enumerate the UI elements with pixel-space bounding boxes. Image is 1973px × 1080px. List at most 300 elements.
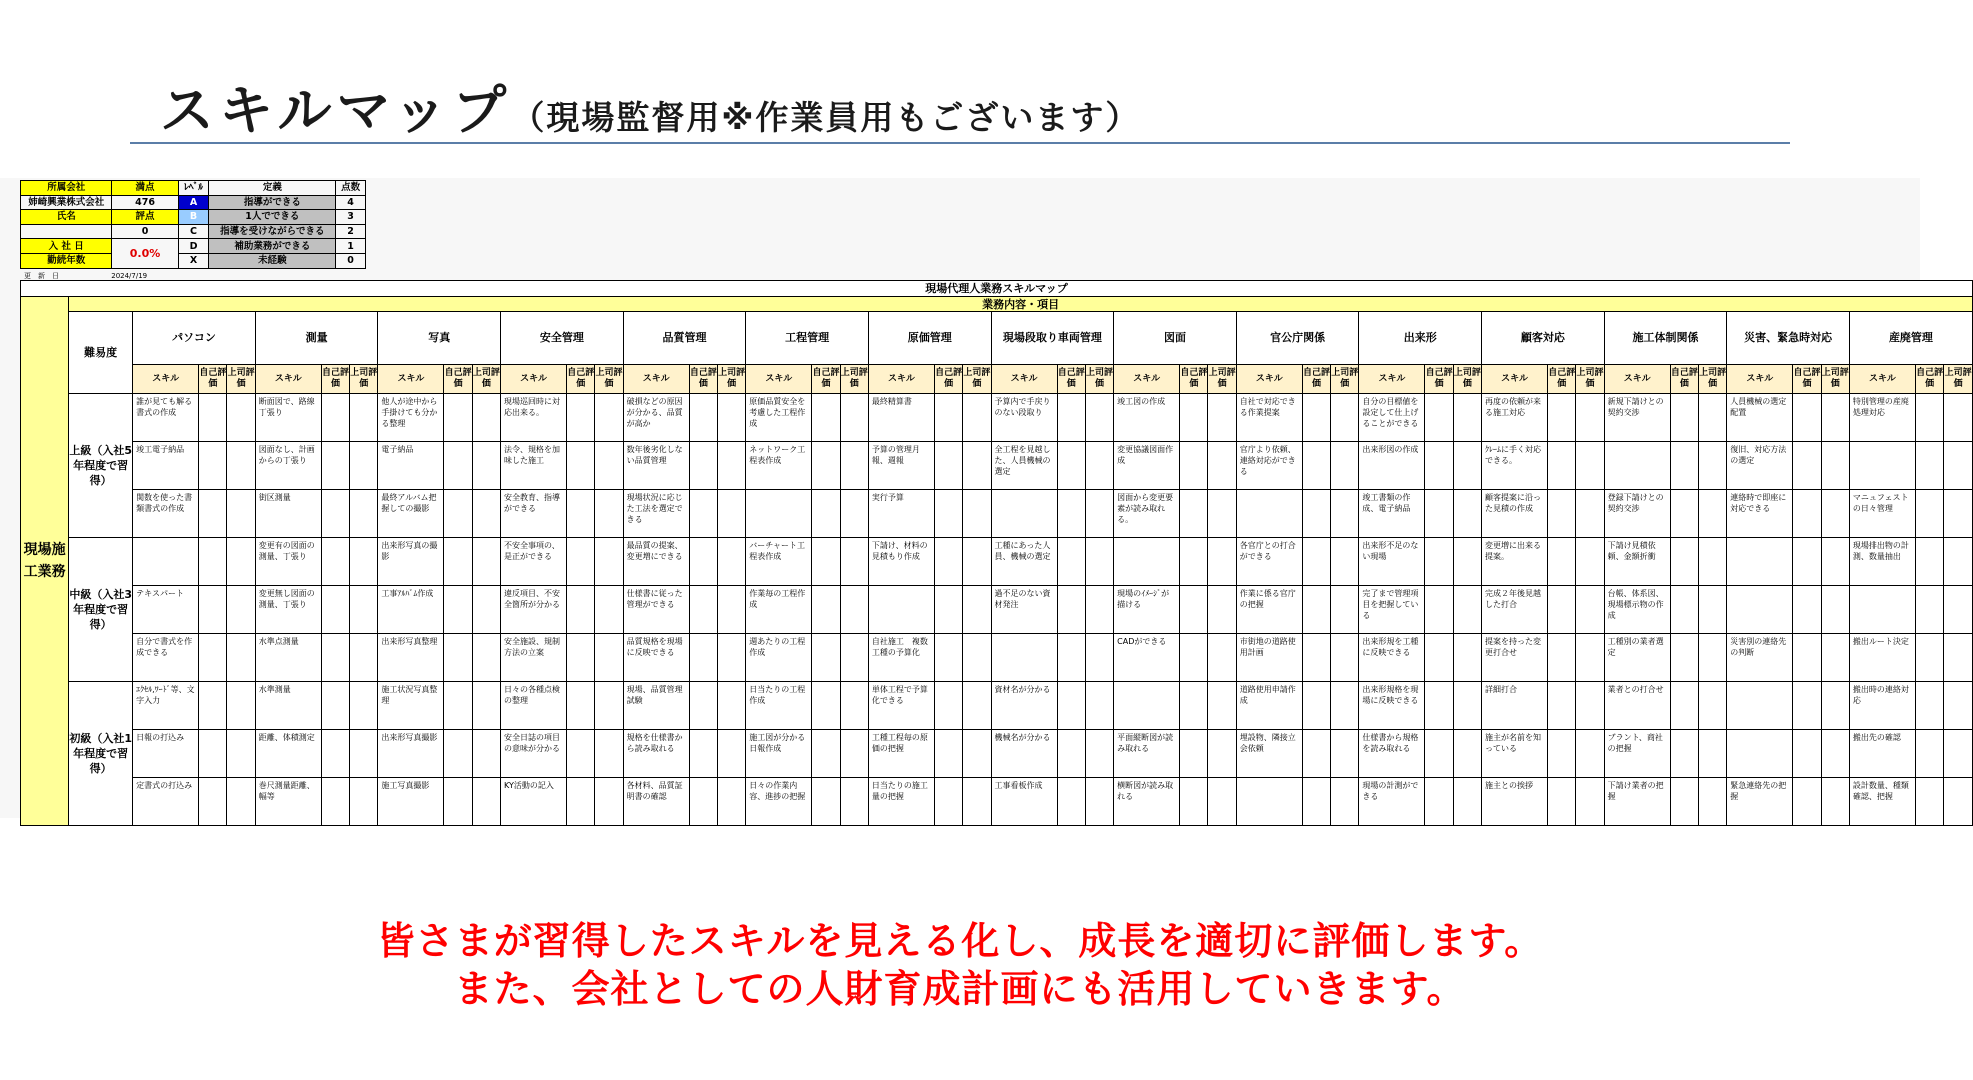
skill-cell: KY活動の記入 bbox=[501, 778, 567, 826]
self-eval-cell[interactable] bbox=[934, 442, 962, 490]
self-eval-cell[interactable] bbox=[1793, 586, 1821, 634]
boss-eval-cell[interactable] bbox=[1821, 778, 1849, 826]
self-eval-cell[interactable] bbox=[1180, 394, 1208, 442]
boss-eval-cell[interactable] bbox=[1453, 778, 1481, 826]
self-eval-cell[interactable] bbox=[444, 682, 472, 730]
boss-eval-cell[interactable] bbox=[595, 490, 623, 538]
self-eval-cell[interactable] bbox=[934, 634, 962, 682]
boss-eval-cell[interactable] bbox=[1085, 490, 1113, 538]
boss-eval-cell[interactable] bbox=[963, 394, 991, 442]
boss-eval-cell[interactable] bbox=[1944, 730, 1973, 778]
self-eval-cell[interactable] bbox=[1180, 682, 1208, 730]
self-eval-cell[interactable] bbox=[1057, 490, 1085, 538]
boss-eval-cell[interactable] bbox=[1576, 778, 1604, 826]
self-eval-cell[interactable] bbox=[934, 394, 962, 442]
boss-eval-cell[interactable] bbox=[1698, 634, 1726, 682]
boss-eval-cell[interactable] bbox=[963, 490, 991, 538]
company-name[interactable]: 姉崎興業株式会社 bbox=[21, 195, 112, 210]
self-eval-cell[interactable] bbox=[1425, 778, 1453, 826]
boss-eval-cell[interactable] bbox=[350, 586, 378, 634]
boss-eval-cell[interactable] bbox=[963, 538, 991, 586]
boss-eval-cell[interactable] bbox=[1576, 442, 1604, 490]
self-eval-cell[interactable] bbox=[812, 586, 840, 634]
self-eval-cell[interactable] bbox=[1057, 730, 1085, 778]
self-eval-cell[interactable] bbox=[567, 634, 595, 682]
boss-eval-cell[interactable] bbox=[840, 586, 868, 634]
boss-eval-cell[interactable] bbox=[1331, 634, 1359, 682]
boss-eval-cell[interactable] bbox=[1208, 730, 1236, 778]
self-eval-cell[interactable] bbox=[1302, 730, 1330, 778]
self-eval-cell[interactable] bbox=[199, 490, 227, 538]
boss-eval-cell[interactable] bbox=[840, 634, 868, 682]
self-eval-cell[interactable] bbox=[567, 490, 595, 538]
self-eval-cell[interactable] bbox=[1548, 730, 1576, 778]
self-eval-cell[interactable] bbox=[1915, 586, 1943, 634]
self-eval-cell[interactable] bbox=[1670, 778, 1698, 826]
boss-eval-cell[interactable] bbox=[472, 682, 500, 730]
self-eval-cell[interactable] bbox=[567, 394, 595, 442]
self-eval-cell[interactable] bbox=[1057, 394, 1085, 442]
boss-eval-cell[interactable] bbox=[1453, 682, 1481, 730]
boss-eval-cell[interactable] bbox=[840, 394, 868, 442]
skill-cell: 現場の計測ができる bbox=[1359, 778, 1425, 826]
self-eval-cell[interactable] bbox=[199, 442, 227, 490]
self-eval-cell[interactable] bbox=[812, 394, 840, 442]
boss-eval-cell[interactable] bbox=[1453, 538, 1481, 586]
self-eval-cell[interactable] bbox=[1057, 634, 1085, 682]
skill-cell: 設計数量、種類確認、把握 bbox=[1849, 778, 1915, 826]
skill-cell: 週あたりの工程作成 bbox=[746, 634, 812, 682]
boss-eval-cell[interactable] bbox=[1208, 442, 1236, 490]
boss-eval-cell[interactable] bbox=[1698, 778, 1726, 826]
boss-eval-cell[interactable] bbox=[1576, 730, 1604, 778]
self-eval-cell[interactable] bbox=[1793, 634, 1821, 682]
self-eval-cell[interactable] bbox=[689, 682, 717, 730]
self-eval-cell[interactable] bbox=[1915, 490, 1943, 538]
self-eval-cell[interactable] bbox=[444, 394, 472, 442]
boss-eval-cell[interactable] bbox=[840, 538, 868, 586]
self-eval-cell[interactable] bbox=[689, 730, 717, 778]
self-eval-header: 自己評価 bbox=[934, 365, 962, 394]
boss-eval-cell[interactable] bbox=[1085, 778, 1113, 826]
skill-cell: 他人が途中から手掛けても分かる整理 bbox=[378, 394, 444, 442]
boss-eval-cell[interactable] bbox=[717, 538, 745, 586]
boss-eval-cell[interactable] bbox=[840, 490, 868, 538]
self-eval-cell[interactable] bbox=[689, 634, 717, 682]
boss-eval-cell[interactable] bbox=[350, 442, 378, 490]
self-eval-cell[interactable] bbox=[1670, 682, 1698, 730]
self-eval-cell[interactable] bbox=[1915, 778, 1943, 826]
boss-eval-cell[interactable] bbox=[1453, 442, 1481, 490]
self-eval-cell[interactable] bbox=[444, 538, 472, 586]
boss-eval-cell[interactable] bbox=[595, 682, 623, 730]
self-eval-cell[interactable] bbox=[812, 490, 840, 538]
self-eval-cell[interactable] bbox=[199, 682, 227, 730]
boss-eval-cell[interactable] bbox=[227, 634, 255, 682]
boss-eval-cell[interactable] bbox=[840, 778, 868, 826]
self-eval-cell[interactable] bbox=[199, 634, 227, 682]
self-eval-cell[interactable] bbox=[321, 586, 349, 634]
self-eval-cell[interactable] bbox=[1548, 682, 1576, 730]
boss-eval-cell[interactable] bbox=[1944, 490, 1973, 538]
boss-eval-cell[interactable] bbox=[1331, 730, 1359, 778]
boss-eval-cell[interactable] bbox=[1208, 682, 1236, 730]
self-eval-cell[interactable] bbox=[1670, 394, 1698, 442]
boss-eval-cell[interactable] bbox=[1085, 634, 1113, 682]
self-eval-cell[interactable] bbox=[1670, 634, 1698, 682]
self-eval-cell[interactable] bbox=[444, 586, 472, 634]
boss-eval-cell[interactable] bbox=[1698, 586, 1726, 634]
self-eval-cell[interactable] bbox=[1793, 538, 1821, 586]
boss-eval-cell[interactable] bbox=[1576, 586, 1604, 634]
self-eval-cell[interactable] bbox=[567, 586, 595, 634]
skill-cell bbox=[1849, 586, 1915, 634]
self-eval-cell[interactable] bbox=[689, 490, 717, 538]
self-eval-cell[interactable] bbox=[934, 490, 962, 538]
boss-eval-cell[interactable] bbox=[840, 682, 868, 730]
boss-eval-cell[interactable] bbox=[227, 730, 255, 778]
boss-eval-cell[interactable] bbox=[350, 778, 378, 826]
self-eval-cell[interactable] bbox=[1180, 586, 1208, 634]
boss-eval-cell[interactable] bbox=[1576, 634, 1604, 682]
self-eval-cell[interactable] bbox=[321, 730, 349, 778]
self-eval-cell[interactable] bbox=[934, 778, 962, 826]
boss-eval-cell[interactable] bbox=[717, 394, 745, 442]
boss-eval-cell[interactable] bbox=[1576, 682, 1604, 730]
boss-eval-cell[interactable] bbox=[350, 634, 378, 682]
self-eval-cell[interactable] bbox=[1057, 586, 1085, 634]
self-eval-cell[interactable] bbox=[567, 730, 595, 778]
self-eval-cell[interactable] bbox=[1425, 490, 1453, 538]
self-eval-cell[interactable] bbox=[1670, 586, 1698, 634]
self-eval-cell[interactable] bbox=[1302, 490, 1330, 538]
self-eval-cell[interactable] bbox=[1548, 394, 1576, 442]
self-eval-cell[interactable] bbox=[934, 682, 962, 730]
self-eval-cell[interactable] bbox=[1548, 490, 1576, 538]
boss-eval-cell[interactable] bbox=[1453, 634, 1481, 682]
skill-cell bbox=[1114, 538, 1180, 586]
boss-eval-cell[interactable] bbox=[1085, 442, 1113, 490]
boss-eval-cell[interactable] bbox=[1576, 394, 1604, 442]
self-eval-cell[interactable] bbox=[1793, 442, 1821, 490]
boss-eval-cell[interactable] bbox=[1821, 634, 1849, 682]
self-eval-cell[interactable] bbox=[199, 538, 227, 586]
category-header: 図面 bbox=[1114, 312, 1237, 365]
self-eval-cell[interactable] bbox=[321, 634, 349, 682]
self-eval-cell[interactable] bbox=[321, 490, 349, 538]
self-eval-cell[interactable] bbox=[567, 778, 595, 826]
boss-eval-cell[interactable] bbox=[1085, 682, 1113, 730]
self-eval-cell[interactable] bbox=[689, 394, 717, 442]
boss-eval-cell[interactable] bbox=[1821, 490, 1849, 538]
boss-eval-cell[interactable] bbox=[1821, 538, 1849, 586]
self-eval-cell[interactable] bbox=[1425, 586, 1453, 634]
boss-eval-cell[interactable] bbox=[1453, 586, 1481, 634]
self-eval-cell[interactable] bbox=[934, 730, 962, 778]
boss-eval-cell[interactable] bbox=[1331, 442, 1359, 490]
self-eval-cell[interactable] bbox=[1670, 490, 1698, 538]
boss-eval-cell[interactable] bbox=[1208, 538, 1236, 586]
boss-eval-cell[interactable] bbox=[1944, 586, 1973, 634]
boss-eval-cell[interactable] bbox=[1085, 730, 1113, 778]
skill-cell: 工種工程毎の原価の把握 bbox=[868, 730, 934, 778]
boss-eval-cell[interactable] bbox=[595, 778, 623, 826]
self-eval-cell[interactable] bbox=[1670, 442, 1698, 490]
boss-eval-cell[interactable] bbox=[472, 586, 500, 634]
boss-eval-cell[interactable] bbox=[1208, 394, 1236, 442]
self-eval-cell[interactable] bbox=[444, 442, 472, 490]
skill-cell: 安全教育、指導ができる bbox=[501, 490, 567, 538]
boss-eval-cell[interactable] bbox=[472, 730, 500, 778]
tenure-label: 勤続年数 bbox=[21, 253, 112, 268]
level-definition: 未経験 bbox=[209, 253, 336, 268]
skill-cell: 数年後劣化しない品質管理 bbox=[623, 442, 689, 490]
boss-eval-cell[interactable] bbox=[1453, 394, 1481, 442]
full-score: 476 bbox=[112, 195, 178, 210]
boss-eval-cell[interactable] bbox=[1085, 586, 1113, 634]
self-eval-cell[interactable] bbox=[1425, 682, 1453, 730]
self-eval-cell[interactable] bbox=[1425, 442, 1453, 490]
boss-eval-header: 上司評価 bbox=[350, 365, 378, 394]
boss-eval-cell[interactable] bbox=[963, 778, 991, 826]
boss-eval-cell[interactable] bbox=[227, 586, 255, 634]
boss-eval-cell[interactable] bbox=[1698, 538, 1726, 586]
boss-eval-cell[interactable] bbox=[595, 586, 623, 634]
self-eval-cell[interactable] bbox=[1302, 394, 1330, 442]
boss-eval-cell[interactable] bbox=[1821, 442, 1849, 490]
boss-eval-cell[interactable] bbox=[350, 730, 378, 778]
skill-cell: 出来形規を工種に反映できる bbox=[1359, 634, 1425, 682]
self-eval-cell[interactable] bbox=[812, 442, 840, 490]
self-eval-cell[interactable] bbox=[444, 730, 472, 778]
boss-eval-cell[interactable] bbox=[472, 490, 500, 538]
self-eval-cell[interactable] bbox=[1548, 538, 1576, 586]
self-eval-cell[interactable] bbox=[1180, 730, 1208, 778]
boss-eval-cell[interactable] bbox=[840, 730, 868, 778]
boss-eval-cell[interactable] bbox=[1698, 394, 1726, 442]
self-eval-cell[interactable] bbox=[567, 682, 595, 730]
boss-eval-cell[interactable] bbox=[1331, 394, 1359, 442]
self-eval-cell[interactable] bbox=[199, 394, 227, 442]
self-eval-cell[interactable] bbox=[444, 778, 472, 826]
boss-eval-cell[interactable] bbox=[717, 778, 745, 826]
boss-eval-cell[interactable] bbox=[1821, 394, 1849, 442]
boss-eval-cell[interactable] bbox=[595, 394, 623, 442]
level-definition: 1人でできる bbox=[209, 210, 336, 225]
self-eval-cell[interactable] bbox=[689, 538, 717, 586]
boss-eval-cell[interactable] bbox=[472, 442, 500, 490]
self-eval-cell[interactable] bbox=[1180, 538, 1208, 586]
boss-eval-cell[interactable] bbox=[1944, 394, 1973, 442]
self-eval-cell[interactable] bbox=[934, 538, 962, 586]
self-eval-cell[interactable] bbox=[1915, 730, 1943, 778]
self-eval-cell[interactable] bbox=[689, 442, 717, 490]
boss-eval-cell[interactable] bbox=[1331, 778, 1359, 826]
self-eval-cell[interactable] bbox=[321, 538, 349, 586]
self-eval-cell[interactable] bbox=[1302, 442, 1330, 490]
self-eval-cell[interactable] bbox=[321, 682, 349, 730]
self-eval-cell[interactable] bbox=[1793, 682, 1821, 730]
self-eval-cell[interactable] bbox=[1548, 586, 1576, 634]
boss-eval-cell[interactable] bbox=[717, 682, 745, 730]
boss-eval-cell[interactable] bbox=[1085, 394, 1113, 442]
boss-eval-cell[interactable] bbox=[1331, 538, 1359, 586]
self-eval-cell[interactable] bbox=[1548, 778, 1576, 826]
self-eval-cell[interactable] bbox=[1180, 778, 1208, 826]
boss-eval-header: 上司評価 bbox=[1944, 365, 1973, 394]
self-eval-cell[interactable] bbox=[1915, 538, 1943, 586]
boss-eval-cell[interactable] bbox=[963, 442, 991, 490]
boss-eval-cell[interactable] bbox=[350, 394, 378, 442]
boss-eval-cell[interactable] bbox=[472, 778, 500, 826]
skill-cell: 緊急連絡先の把握 bbox=[1727, 778, 1793, 826]
boss-eval-cell[interactable] bbox=[840, 442, 868, 490]
self-eval-cell[interactable] bbox=[1302, 538, 1330, 586]
self-eval-cell[interactable] bbox=[1057, 682, 1085, 730]
boss-eval-cell[interactable] bbox=[1208, 778, 1236, 826]
self-eval-cell[interactable] bbox=[1915, 682, 1943, 730]
self-eval-cell[interactable] bbox=[1670, 538, 1698, 586]
self-eval-cell[interactable] bbox=[567, 538, 595, 586]
boss-eval-cell[interactable] bbox=[350, 538, 378, 586]
self-eval-cell[interactable] bbox=[1548, 634, 1576, 682]
boss-eval-cell[interactable] bbox=[1085, 538, 1113, 586]
self-eval-cell[interactable] bbox=[812, 634, 840, 682]
self-eval-cell[interactable] bbox=[1915, 394, 1943, 442]
boss-eval-cell[interactable] bbox=[717, 442, 745, 490]
self-eval-cell[interactable] bbox=[812, 778, 840, 826]
self-eval-cell[interactable] bbox=[321, 442, 349, 490]
self-eval-cell[interactable] bbox=[1302, 634, 1330, 682]
boss-eval-cell[interactable] bbox=[963, 634, 991, 682]
boss-eval-cell[interactable] bbox=[1944, 538, 1973, 586]
self-eval-cell[interactable] bbox=[1302, 586, 1330, 634]
boss-eval-cell[interactable] bbox=[227, 538, 255, 586]
self-eval-cell[interactable] bbox=[1057, 538, 1085, 586]
self-eval-cell[interactable] bbox=[199, 730, 227, 778]
boss-eval-cell[interactable] bbox=[1576, 490, 1604, 538]
self-eval-cell[interactable] bbox=[321, 778, 349, 826]
boss-eval-cell[interactable] bbox=[1821, 730, 1849, 778]
self-eval-cell[interactable] bbox=[689, 586, 717, 634]
self-eval-cell[interactable] bbox=[199, 586, 227, 634]
boss-eval-header: 上司評価 bbox=[1208, 365, 1236, 394]
boss-eval-cell[interactable] bbox=[595, 730, 623, 778]
boss-eval-cell[interactable] bbox=[350, 682, 378, 730]
level-points: 1 bbox=[336, 239, 366, 254]
boss-eval-cell[interactable] bbox=[963, 730, 991, 778]
self-eval-cell[interactable] bbox=[1425, 538, 1453, 586]
boss-eval-cell[interactable] bbox=[1944, 634, 1973, 682]
boss-eval-cell[interactable] bbox=[227, 778, 255, 826]
boss-eval-cell[interactable] bbox=[472, 394, 500, 442]
boss-eval-cell[interactable] bbox=[350, 490, 378, 538]
self-eval-cell[interactable] bbox=[1793, 394, 1821, 442]
self-eval-cell[interactable] bbox=[1180, 634, 1208, 682]
boss-eval-cell[interactable] bbox=[1698, 442, 1726, 490]
self-eval-cell[interactable] bbox=[812, 682, 840, 730]
boss-eval-cell[interactable] bbox=[1453, 730, 1481, 778]
boss-eval-cell[interactable] bbox=[227, 490, 255, 538]
boss-eval-cell[interactable] bbox=[227, 394, 255, 442]
boss-eval-cell[interactable] bbox=[472, 538, 500, 586]
self-eval-cell[interactable] bbox=[1670, 730, 1698, 778]
skill-cell: ネットワーク工程表作成 bbox=[746, 442, 812, 490]
boss-eval-cell[interactable] bbox=[595, 634, 623, 682]
boss-eval-cell[interactable] bbox=[1453, 490, 1481, 538]
skill-cell: 埋設物、隣接立会依頼 bbox=[1236, 730, 1302, 778]
boss-eval-cell[interactable] bbox=[1208, 634, 1236, 682]
self-eval-cell[interactable] bbox=[567, 442, 595, 490]
self-eval-cell[interactable] bbox=[1057, 442, 1085, 490]
score-rate: 0.0% bbox=[112, 239, 178, 268]
boss-eval-cell[interactable] bbox=[1576, 538, 1604, 586]
boss-eval-cell[interactable] bbox=[472, 634, 500, 682]
self-eval-cell[interactable] bbox=[444, 634, 472, 682]
self-eval-cell[interactable] bbox=[812, 538, 840, 586]
boss-eval-cell[interactable] bbox=[1944, 682, 1973, 730]
self-eval-cell[interactable] bbox=[1057, 778, 1085, 826]
boss-eval-cell[interactable] bbox=[963, 682, 991, 730]
boss-eval-cell[interactable] bbox=[227, 442, 255, 490]
self-eval-cell[interactable] bbox=[1793, 490, 1821, 538]
boss-eval-cell[interactable] bbox=[1698, 490, 1726, 538]
boss-eval-cell[interactable] bbox=[227, 682, 255, 730]
self-eval-cell[interactable] bbox=[1180, 442, 1208, 490]
boss-eval-cell[interactable] bbox=[1331, 586, 1359, 634]
boss-eval-cell[interactable] bbox=[963, 586, 991, 634]
self-eval-cell[interactable] bbox=[1793, 778, 1821, 826]
self-eval-cell[interactable] bbox=[1425, 730, 1453, 778]
boss-eval-cell[interactable] bbox=[1821, 682, 1849, 730]
self-eval-cell[interactable] bbox=[1425, 394, 1453, 442]
boss-eval-cell[interactable] bbox=[1331, 682, 1359, 730]
name-cell[interactable] bbox=[21, 224, 112, 239]
self-eval-cell[interactable] bbox=[1302, 778, 1330, 826]
self-eval-cell[interactable] bbox=[689, 778, 717, 826]
boss-eval-cell[interactable] bbox=[1944, 442, 1973, 490]
self-eval-cell[interactable] bbox=[1793, 730, 1821, 778]
self-eval-cell[interactable] bbox=[199, 778, 227, 826]
boss-eval-cell[interactable] bbox=[1698, 682, 1726, 730]
self-eval-cell[interactable] bbox=[1302, 682, 1330, 730]
self-eval-cell[interactable] bbox=[1915, 634, 1943, 682]
boss-eval-cell[interactable] bbox=[717, 634, 745, 682]
self-eval-cell[interactable] bbox=[812, 730, 840, 778]
boss-eval-cell[interactable] bbox=[1208, 586, 1236, 634]
boss-eval-cell[interactable] bbox=[1698, 730, 1726, 778]
boss-eval-cell[interactable] bbox=[717, 586, 745, 634]
skill-cell: 距離、体積測定 bbox=[255, 730, 321, 778]
boss-eval-cell[interactable] bbox=[1331, 490, 1359, 538]
boss-eval-cell[interactable] bbox=[1944, 778, 1973, 826]
self-eval-cell[interactable] bbox=[934, 586, 962, 634]
self-eval-cell[interactable] bbox=[1915, 442, 1943, 490]
self-eval-cell[interactable] bbox=[1425, 634, 1453, 682]
boss-eval-cell[interactable] bbox=[595, 442, 623, 490]
boss-eval-cell[interactable] bbox=[1208, 490, 1236, 538]
self-eval-cell[interactable] bbox=[444, 490, 472, 538]
boss-eval-cell[interactable] bbox=[595, 538, 623, 586]
self-eval-header: 自己評価 bbox=[199, 365, 227, 394]
self-eval-cell[interactable] bbox=[1548, 442, 1576, 490]
difficulty-level: 初級（入社1年程度で習得） bbox=[69, 682, 133, 826]
boss-eval-cell[interactable] bbox=[717, 730, 745, 778]
boss-eval-cell[interactable] bbox=[717, 490, 745, 538]
boss-eval-cell[interactable] bbox=[1821, 586, 1849, 634]
self-eval-cell[interactable] bbox=[321, 394, 349, 442]
self-eval-cell[interactable] bbox=[1180, 490, 1208, 538]
